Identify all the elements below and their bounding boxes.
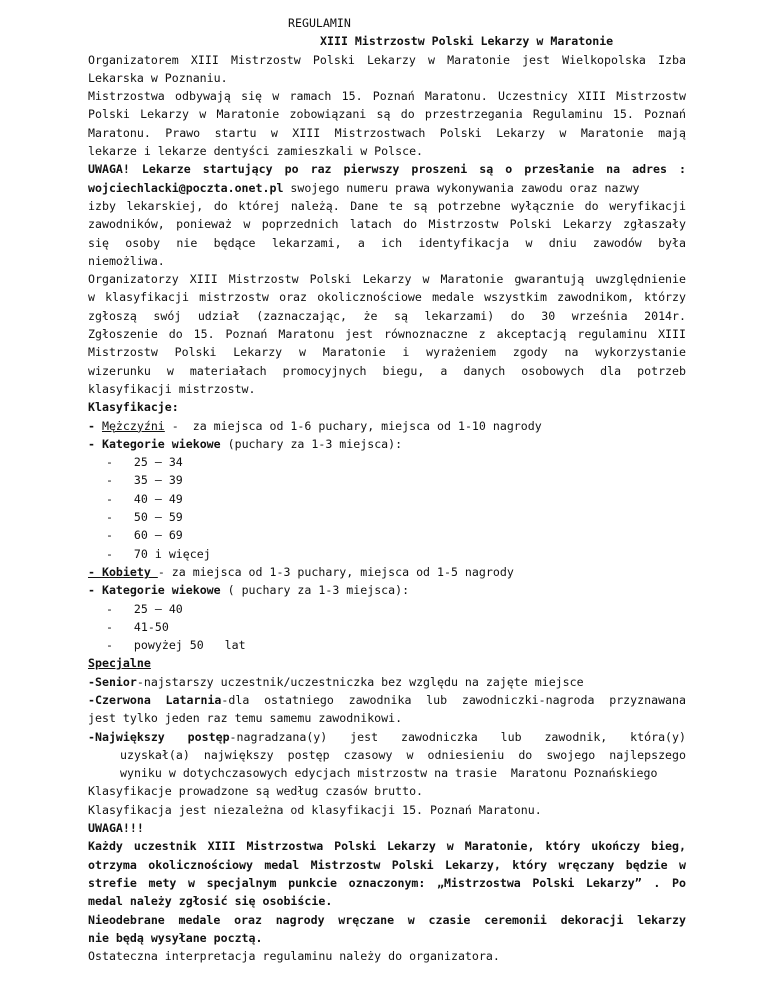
guarantee-line: Organizatorzy XIII Mistrzostw Polski Lekarzy w Maratonie gwarantują uwzględnienie [88,272,686,287]
special-senior: -Senior-najstarszy uczestnik/uczestniczka bez względu na zajęte miejsce [88,674,584,689]
special-heading: Specjalne [88,656,151,671]
special-postep-cont: wyniku w dotychczasowych edycjach mistrzostw na trasie Maratonu Poznańskiego [120,766,658,781]
uwaga-line: UWAGA! Lekarze startujący po raz pierwszy proszeni są o przesłanie na adres : [88,162,686,177]
age-item: - 25 – 34 [106,455,183,470]
guarantee-line: wizerunku w materiałach promocyjnych biegu, a danych osobowych dla potrzeb [88,363,686,378]
age-item: - 50 – 59 [106,510,183,525]
uwaga2-line: nie będą wysyłane pocztą. [88,930,263,945]
uwaga2-line: medal należy zgłosić się osobiście. [88,894,333,909]
uwaga-line: izby lekarskiej, do której należą. Dane te są potrzebne wyłącznie do weryfikacji [88,198,686,213]
age-item: - powyżej 50 lat [106,638,246,653]
special-latarnia-cont: jest tylko jeden raz temu samemu zawodnikowi. [88,711,403,726]
age-item: - 41-50 [106,619,169,634]
document-title: REGULAMIN [288,16,351,30]
note-line: Klasyfikacja jest niezależna od klasyfikacji 15. Poznań Maratonu. [88,802,542,817]
email-address: wojciechlacki@poczta.onet.pl [88,180,284,195]
intro-line: lekarze i lekarze dentyści zamieszkali w Polsce. [88,144,424,159]
intro-line: Lekarska w Poznaniu. [88,70,228,85]
intro-paragraph [88,51,686,161]
age-categories-label: Kategorie wiekowe [101,583,221,598]
uwaga2-line: Każdy uczestnik XIII Mistrzostwa Polski Lekarzy w Maratonie, który ukończy bieg, [88,839,686,854]
klasyfikacje-heading: Klasyfikacje: [88,400,179,415]
age-categories-label: Kategorie wiekowe [101,436,221,451]
uwaga-text: swojego numeru prawa wykonywania zawodu oraz nazwy [283,180,640,195]
special-postep-cont: uzyskał(a) największy postęp czasowy w odniesieniu do swojego najlepszego [120,747,686,762]
intro-line: Maratonu. Prawo startu w XIII Mistrzostwach Polski Lekarzy w Maratonie mają [88,125,686,140]
men-classification: - Mężczyźni - za miejsca od 1-6 puchary, miejsca od 1-10 nagrody [88,418,542,433]
guarantee-line: w klasyfikacji mistrzostw oraz okolicznościowe medale wszystkim zawodnikom, którzy [88,290,686,305]
age-item: - 35 – 39 [106,473,183,488]
final-note: Ostateczna interpretacja regulaminu należy do organizatora. [88,949,500,964]
document-subtitle: XIII Mistrzostw Polski Lekarzy w Maratonie [320,34,614,49]
note-line: Klasyfikacje prowadzone są według czasów brutto. [88,784,424,799]
special-postep: -Największy postęp-nagradzana(y) jest zawodniczka lub zawodnik, która(y) [88,729,686,744]
age-item: - 70 i więcej [106,546,211,561]
uwaga-line: niemożliwa. [88,253,165,268]
intro-line: Mistrzostwa odbywają się w ramach 15. Poznań Maratonu. Uczestnicy XIII Mistrzostw [88,89,686,104]
uwaga-first-time [88,160,686,270]
uwaga2-line: Nieodebrane medale oraz nagrody wręczane w czasie ceremonii dekoracji lekarzy [88,912,686,927]
men-age-categories: - Kategorie wiekowe (puchary za 1-3 miejsca): [88,436,403,451]
women-age-categories: - Kategorie wiekowe ( puchary za 1-3 miejsca): [88,583,410,598]
intro-line: Polski Lekarzy w Maratonie zobowiązani są do przestrzegania Regulaminu 15. Poznań [88,107,686,122]
age-item: - 25 – 40 [106,601,183,616]
uwaga2-line: strefie mety w specjalnym punkcie oznaczonym: „Mistrzostwa Polski Lekarzy” . Po [88,875,686,890]
uwaga2-heading: UWAGA!!! [88,821,144,836]
age-item: - 60 – 69 [106,528,183,543]
uwaga2-line: otrzyma okolicznościowy medal Mistrzostw Polski Lekarzy, który wręczany będzie w [88,857,686,872]
age-item: - 40 – 49 [106,491,183,506]
women-label: Kobiety [101,564,158,579]
guarantee-line: zgłoszą swój udział (zaznaczając, że są lekarzami) do 30 września 2014r. [88,308,686,323]
guarantee-line: Mistrzostw Polski Lekarzy w Maratonie i wyrażeniem zgody na wykorzystanie [88,345,686,360]
men-label: Mężczyźni [101,418,165,433]
uwaga-line: się osoby nie będące lekarzami, a ich identyfikacja w dniu zawodów była [88,235,686,250]
regulation-document [88,14,686,965]
intro-line: Organizatorem XIII Mistrzostw Polski Lekarzy w Maratonie jest Wielkopolska Izba [88,52,686,67]
guarantee-line: Zgłoszenie do 15. Poznań Maratonu jest równoznaczne z akceptacją regulaminu XIII [88,327,686,342]
guarantee-line: klasyfikacji mistrzostw. [88,381,256,396]
guarantee-paragraph [88,270,686,398]
women-classification: - Kobiety - za miejsca od 1-3 puchary, miejsca od 1-5 nagrody [88,564,514,579]
special-latarnia: -Czerwona Latarnia-dla ostatniego zawodnika lub zawodniczki-nagroda przyznawana [88,692,686,707]
uwaga-line: zawodników, ponieważ w poprzednich latach do Mistrzostw Polski Lekarzy zgłaszały [88,217,686,232]
